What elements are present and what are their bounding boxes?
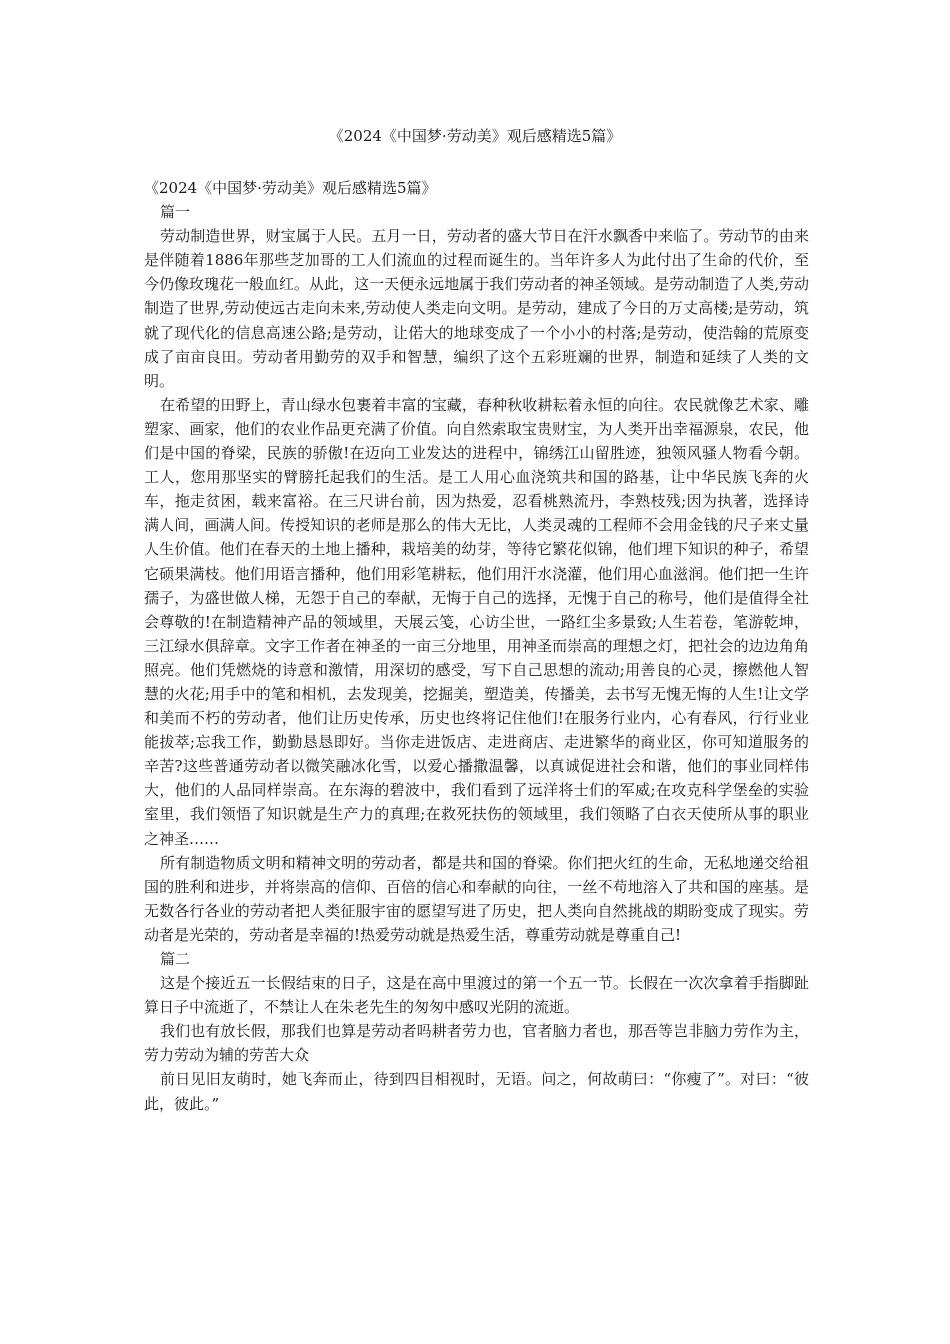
paragraph: 在希望的田野上，青山绿水包裹着丰富的宝藏，春种秋收耕耘着永恒的向往。农民就像艺术家、雕塑家、画家，他们的农业作品更充满了价值。向自然索取宝贵财宝，为人类开出幸福源泉，农民，他们是中国的脊梁，民族的骄傲!在迈向工业发达的进程中，锦绣江山留胜迹，独领风骚人物看今朝。工人，您用那坚实的臂膀托起我们的生活。是工人用心血浇筑共和国的路基，让中华民族飞奔的火车，拖走贫困，载来富裕。在三尺讲台前，因为热爱，忍看桃熟流丹，李熟枝残;因为执著，选择诗满人间，画满人间。传授知识的老师是那么的伟大无比，人类灵魂的工程师不会用金钱的尺子来丈量人生价值。他们在春天的土地上播种，栽培美的幼芽，等待它繁花似锦，他们埋下知识的种子，希望它硕果满枝。他们用语言播种，他们用彩笔耕耘，他们用汗水浇灌，他们用心血滋润。他们把一生许孺子，为盛世做人梯，无怨于自己的奉献，无悔于自己的选择，无愧于自己的称号，他们是值得全社会尊敬的!在制造精神产品的领域里，天展云笺，心访尘世，一路红尘多景致;人生若卷，笔游乾坤，三江绿水俱辞章。文字工作者在神圣的一亩三分地里，用神圣而崇高的理想之灯，把社会的边边角角照亮。他们凭燃烧的诗意和激情，用深切的感受，写下自己思想的流动;用善良的心灵，擦燃他人智慧的火花;用手中的笔和相机，去发现美，挖掘美，塑造美，传播美，去书写无愧无悔的人生!让文学和美而不朽的劳动者，他们让历史传承，历史也终将记住他们!在服务行业内，心有春风，行行业业能拔萃;忘我工作，勤勤恳恳即好。当你走进饭店、走进商店、走进繁华的商业区，你可知道服务的辛苦?这些普通劳动者以微笑融冰化雪，以爱心播撒温馨，以真诚促进社会和谐，他们的事业同样伟大，他们的人品同样崇高。在东海的碧波中，我们看到了远洋将士们的军威;在攻克科学堡垒的实验室里，我们领悟了知识就是生产力的真理;在救死扶伤的领域里，我们领略了白衣天使所从事的职业之神圣…… [144, 395, 809, 848]
paragraph: 劳动制造世界，财宝属于人民。五月一日，劳动者的盛大节日在汗水飘香中来临了。劳动节的由来是伴随着1886年那些芝加哥的工人们流血的过程而诞生的。当年许多人为此付出了生命的代价，至今仍像玫瑰花一般血红。从此，这一天便永远地属于我们劳动者的神圣领域。是劳动制造了人类,劳动制造了世界,劳动使远古走向未来,劳动使人类走向文明。是劳动，建成了今日的万丈高楼;是劳动，筑就了现代化的信息高速公路;是劳动，让偌大的地球变成了一个小小的村落;是劳动，使浩翰的荒原变成了亩亩良田。劳动者用勤劳的双手和智慧，编织了这个五彩班斓的世界，制造和延续了人类的文明。 [144, 227, 809, 390]
paragraph: 所有制造物质文明和精神文明的劳动者，都是共和国的脊梁。你们把火红的生命，无私地递交给祖国的胜利和进步，并将崇高的信仰、百倍的信心和奉献的向往，一丝不苟地溶入了共和国的座基。是无数各行各业的劳动者把人类征服宇宙的愿望写进了历史，把人类向自然挑战的期盼变成了现实。劳动者是光荣的，劳动者是幸福的!热爱劳动就是热爱生活，尊重劳动就是尊重自己! [144, 853, 809, 944]
document-subtitle: 《2024《中国梦·劳动美》观后感精选5篇》 [144, 179, 437, 197]
document-body [144, 176, 809, 1116]
section-heading-2: 篇二 [160, 950, 191, 968]
paragraph: 我们也有放长假，那我们也算是劳动者吗耕者劳力也，官者脑力者也，那吾等岂非脑力劳作为主，劳力劳动为辅的劳苦大众 [144, 1022, 809, 1065]
section-heading-1: 篇一 [160, 203, 191, 222]
paragraph: 这是个接近五一长假结束的日子，这是在高中里渡过的第一个五一节。长假在一次次拿着手指脚趾算日子中流逝了，不禁让人在朱老先生的匆匆中感叹光阴的流逝。 [144, 974, 809, 1017]
document-title: 《2024《中国梦·劳动美》观后感精选5篇》 [328, 127, 622, 145]
paragraph: 前日见旧友萌时，她飞奔而止，待到四目相视时，无语。问之，何故萌曰：“你瘦了”。对曰：“彼此，彼此。” [144, 1070, 809, 1113]
